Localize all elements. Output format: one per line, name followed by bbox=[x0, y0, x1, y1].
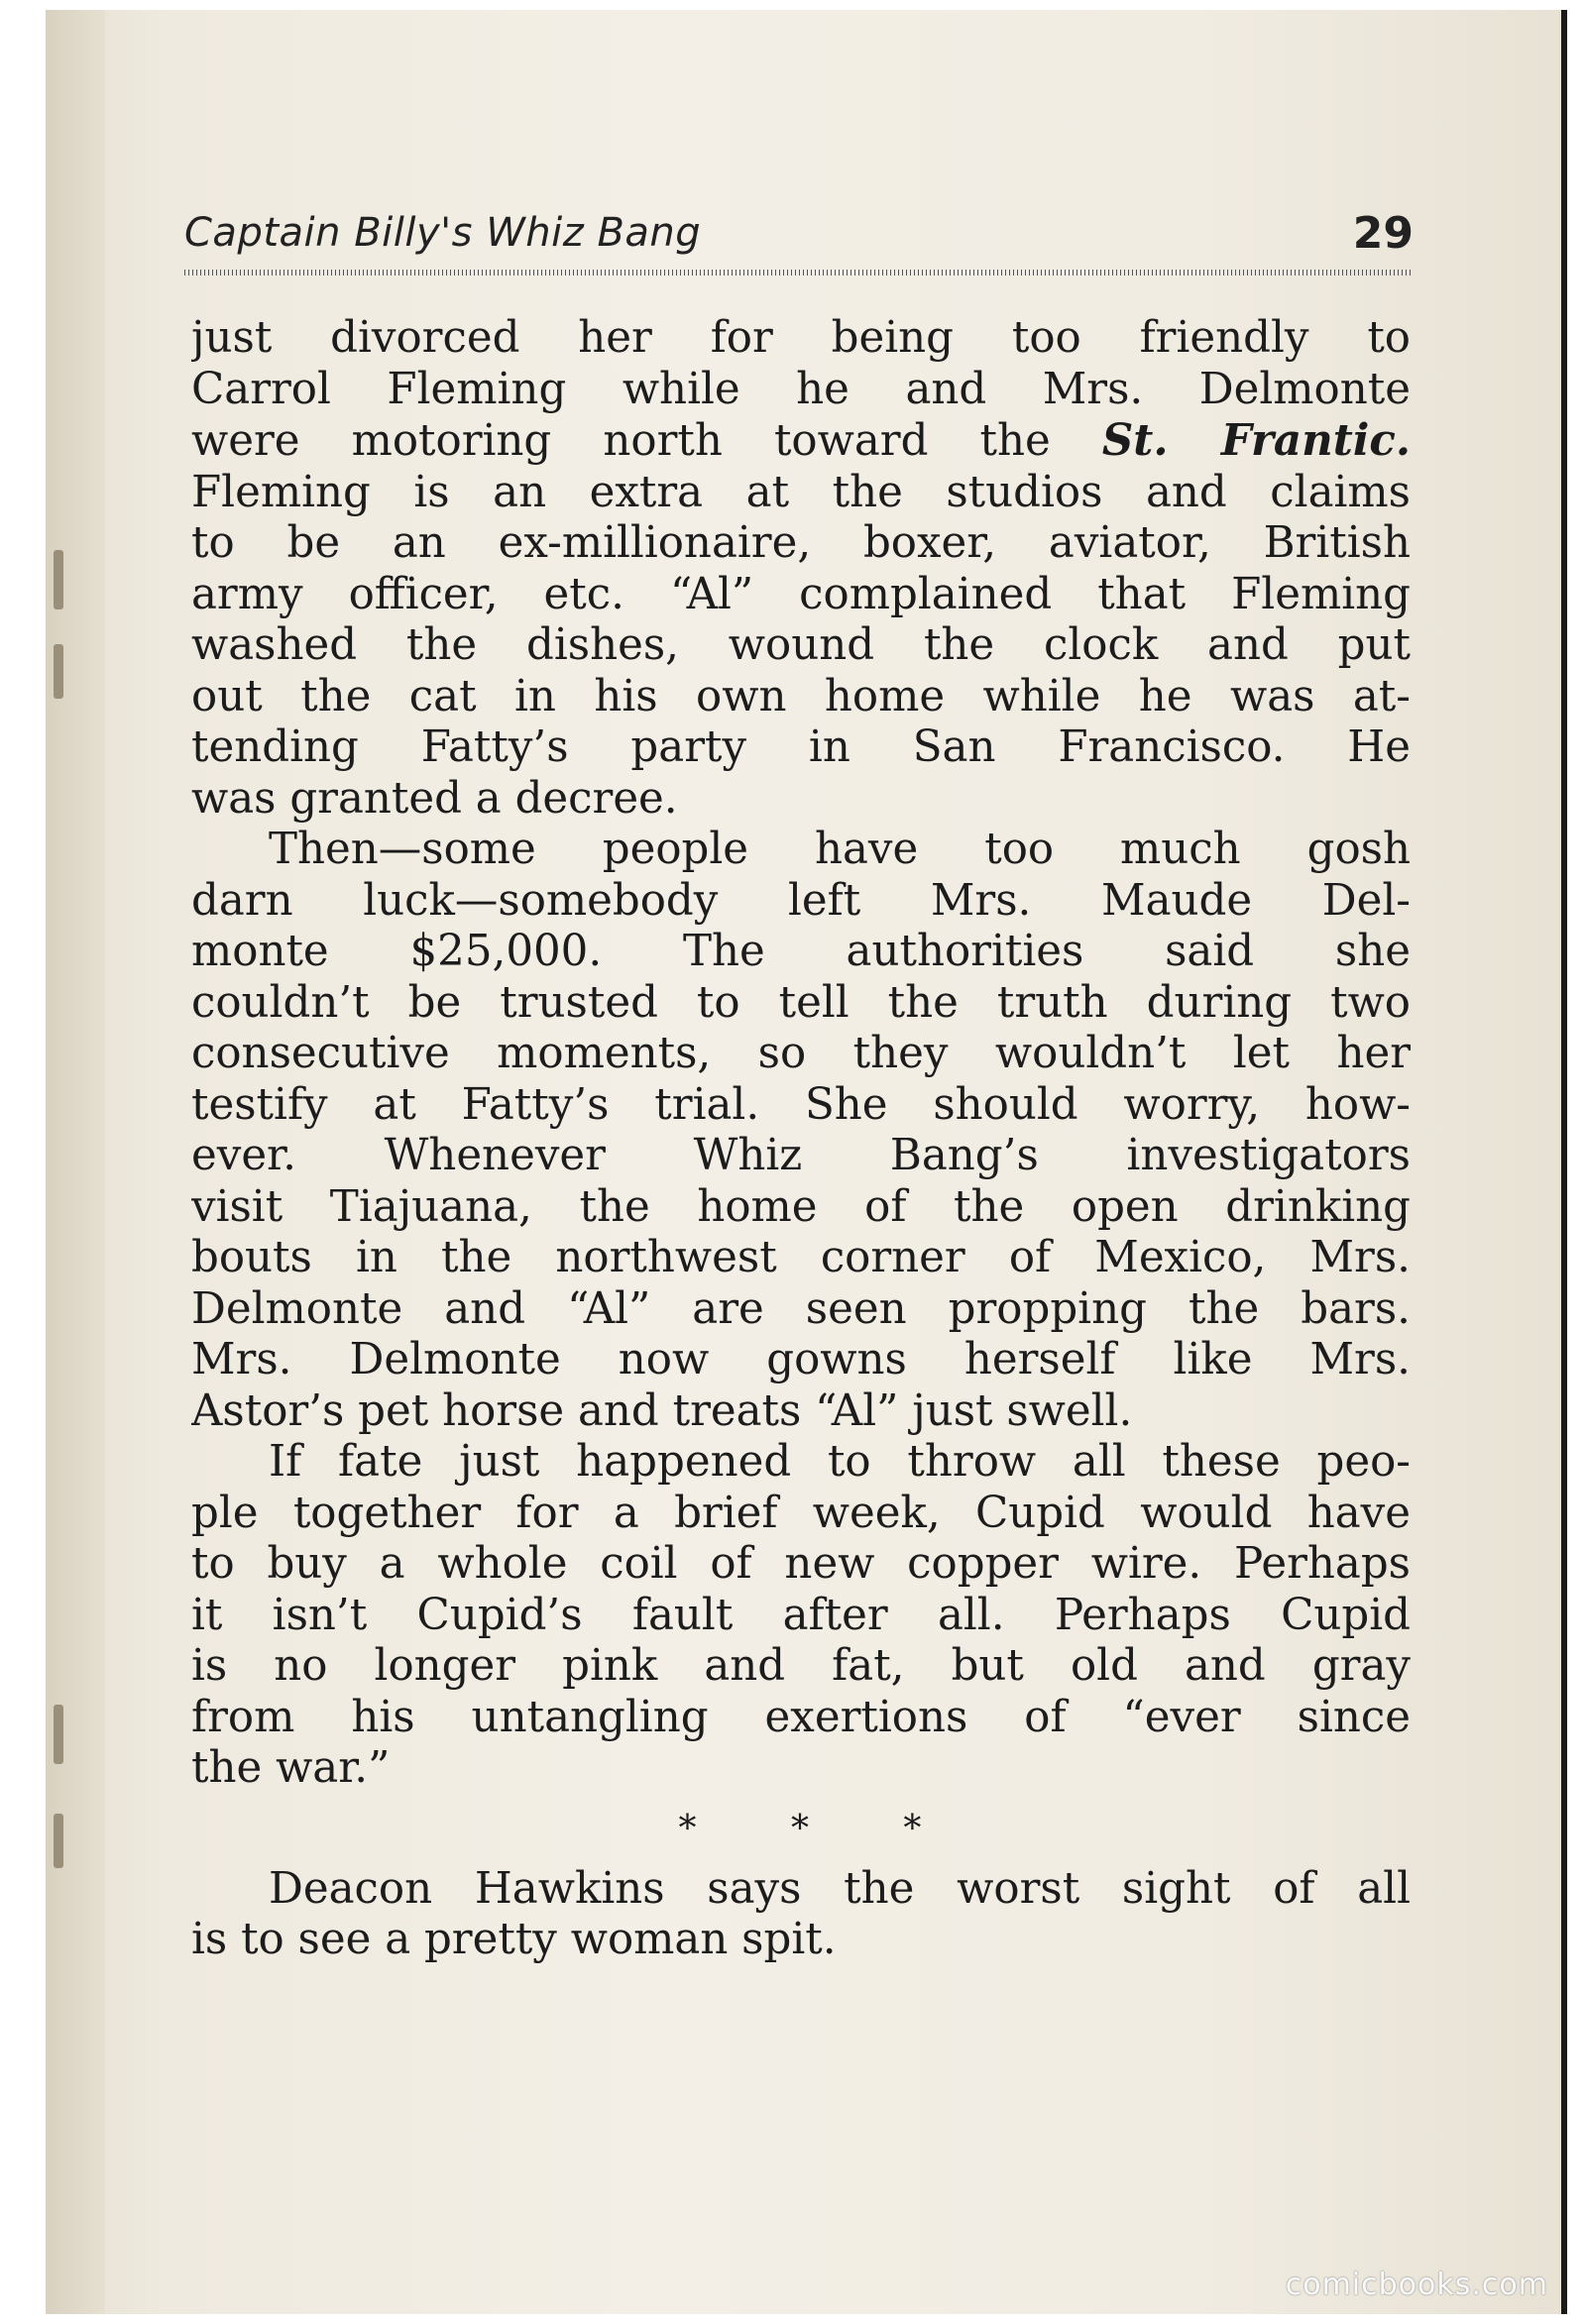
text-line: just divorced her for being too friendly to bbox=[191, 313, 1411, 363]
text-line bbox=[191, 415, 1411, 468]
paragraph-cupid bbox=[191, 1437, 1411, 1795]
text-line: from his untangling exertions of “ever since bbox=[191, 1692, 1411, 1742]
text-line: army officer, etc. “Al” complained that Fleming bbox=[191, 569, 1411, 619]
text-line: to buy a whole coil of new copper wire. Perhaps bbox=[191, 1539, 1411, 1589]
running-title: Captain Billy's Whiz Bang bbox=[184, 210, 702, 256]
text-line: ple together for a brief week, Cupid would have bbox=[191, 1488, 1411, 1538]
paragraph-deacon bbox=[191, 1864, 1411, 1966]
binding-stitch-mark bbox=[54, 1814, 63, 1868]
text-line: If fate just happened to throw all these peo- bbox=[269, 1437, 1411, 1487]
site-watermark: comicbooks.com bbox=[1285, 2268, 1548, 2302]
binding-stitch-mark bbox=[54, 644, 63, 699]
text-line: tending Fatty’s party in San Francisco. He bbox=[191, 722, 1411, 772]
text-line: Fleming is an extra at the studios and claims bbox=[191, 467, 1411, 517]
paragraph-divorce bbox=[191, 313, 1411, 825]
text-line: Mrs. Delmonte now gowns herself like Mrs. bbox=[191, 1335, 1411, 1384]
text-line: testify at Fatty’s trial. She should worry, how- bbox=[191, 1079, 1411, 1130]
text-line: bouts in the northwest corner of Mexico, Mrs. bbox=[191, 1233, 1411, 1282]
page-spine bbox=[46, 10, 105, 2314]
ship-name: St. Frantic. bbox=[1101, 415, 1411, 466]
text-line: is no longer pink and fat, but old and gray bbox=[191, 1641, 1411, 1691]
text-line: was granted a decree. bbox=[191, 773, 678, 824]
text-line: Carrol Fleming while he and Mrs. Delmonte bbox=[191, 364, 1411, 414]
text-line: Delmonte and “Al” are seen propping the bars. bbox=[191, 1283, 1411, 1334]
header-rule bbox=[184, 270, 1414, 276]
text-line: is to see a pretty woman spit. bbox=[191, 1915, 837, 1964]
text-line: it isn’t Cupid’s fault after all. Perhaps Cupid bbox=[191, 1590, 1411, 1640]
text-line: visit Tiajuana, the home of the open drinking bbox=[191, 1181, 1411, 1232]
text-line-part: were motoring north toward the bbox=[191, 416, 1102, 466]
text-line: the war.” bbox=[191, 1743, 391, 1793]
binding-stitch-mark bbox=[54, 550, 63, 609]
text-line: Then—some people have too much gosh bbox=[269, 825, 1411, 874]
text-line: consecutive moments, so they wouldn’t let her bbox=[191, 1029, 1411, 1078]
text-line: couldn’t be trusted to tell the truth during two bbox=[191, 977, 1411, 1028]
paragraph-luck bbox=[191, 825, 1411, 1437]
text-line: Astor’s pet horse and treats “Al” just swell. bbox=[191, 1385, 1133, 1436]
text-line: to be an ex-millionaire, boxer, aviator, British bbox=[191, 518, 1411, 568]
text-line: monte $25,000. The authorities said she bbox=[191, 927, 1411, 976]
text-line: washed the dishes, wound the clock and put bbox=[191, 620, 1411, 670]
text-line: out the cat in his own home while he was at- bbox=[191, 671, 1411, 721]
text-line: darn luck—somebody left Mrs. Maude Del- bbox=[191, 875, 1411, 926]
binding-stitch-mark bbox=[54, 1705, 63, 1764]
article-body bbox=[191, 313, 1411, 1966]
section-separator: * * * bbox=[678, 1808, 963, 1849]
text-line: ever. Whenever Whiz Bang’s investigators bbox=[191, 1131, 1411, 1180]
running-header bbox=[184, 210, 1414, 279]
page-number: 29 bbox=[1352, 208, 1414, 259]
text-line: Deacon Hawkins says the worst sight of all bbox=[269, 1863, 1411, 1914]
